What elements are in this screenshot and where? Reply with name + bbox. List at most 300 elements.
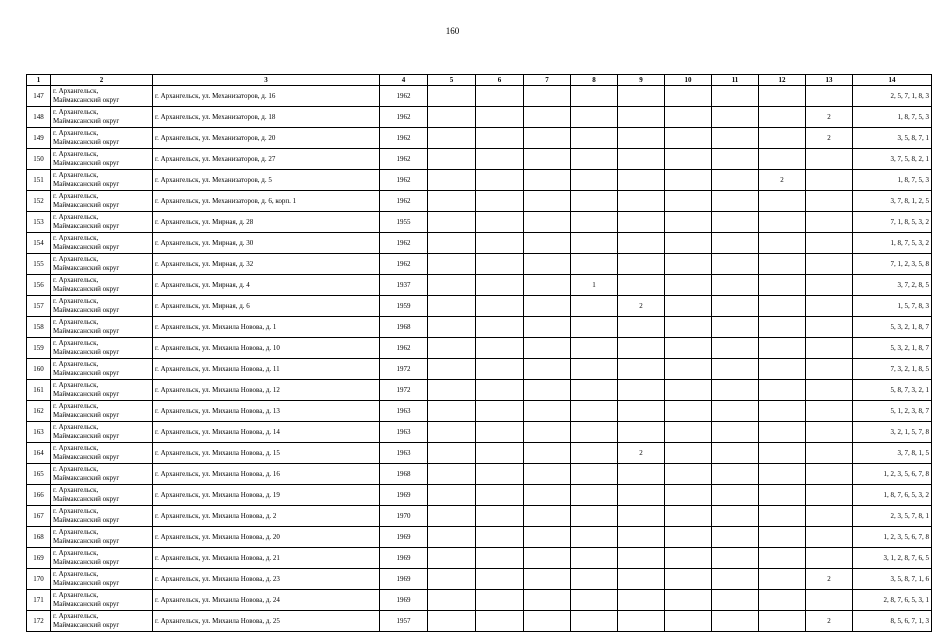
row-number-cell: 170 — [27, 569, 51, 590]
year-cell: 1963 — [380, 443, 428, 464]
row-number-cell: 156 — [27, 275, 51, 296]
address-cell: г. Архангельск, ул. Михаила Новова, д. 24 — [153, 590, 380, 611]
table-row — [27, 149, 932, 170]
column-7-cell — [524, 86, 571, 107]
column-10-cell — [665, 296, 712, 317]
column-6-cell — [476, 590, 524, 611]
column-header: 2 — [51, 75, 153, 86]
column-7-cell — [524, 191, 571, 212]
table-row — [27, 611, 932, 632]
column-14-cell: 1, 8, 7, 5, 3 — [853, 170, 932, 191]
column-13-cell — [806, 296, 853, 317]
column-6-cell — [476, 443, 524, 464]
year-cell: 1937 — [380, 275, 428, 296]
district-cell — [51, 254, 153, 275]
district-name: Маймаксанский округ — [53, 411, 120, 419]
address-cell: г. Архангельск, ул. Механизаторов, д. 5 — [153, 170, 380, 191]
column-8-cell — [571, 317, 618, 338]
column-8-cell — [571, 170, 618, 191]
column-5-cell — [428, 443, 476, 464]
column-8-cell — [571, 506, 618, 527]
column-11-cell — [712, 107, 759, 128]
address-cell: г. Архангельск, ул. Мирная, д. 4 — [153, 275, 380, 296]
column-10-cell — [665, 149, 712, 170]
column-7-cell — [524, 338, 571, 359]
column-6-cell — [476, 506, 524, 527]
column-10-cell — [665, 107, 712, 128]
column-13-cell — [806, 86, 853, 107]
column-14-cell: 5, 3, 2, 1, 8, 7 — [853, 338, 932, 359]
year-cell: 1957 — [380, 611, 428, 632]
address-cell: г. Архангельск, ул. Михаила Новова, д. 19 — [153, 485, 380, 506]
year-cell: 1972 — [380, 359, 428, 380]
column-8-cell — [571, 443, 618, 464]
column-7-cell — [524, 527, 571, 548]
column-12-cell — [759, 590, 806, 611]
column-9-cell — [618, 107, 665, 128]
column-8-cell — [571, 338, 618, 359]
district-name: Маймаксанский округ — [53, 138, 120, 146]
address-cell: г. Архангельск, ул. Михаила Новова, д. 14 — [153, 422, 380, 443]
column-header: 11 — [712, 75, 759, 86]
column-9-cell — [618, 212, 665, 233]
column-9-cell — [618, 359, 665, 380]
address-cell: г. Архангельск, ул. Механизаторов, д. 20 — [153, 128, 380, 149]
district-cell — [51, 338, 153, 359]
column-6-cell — [476, 170, 524, 191]
row-number-cell: 152 — [27, 191, 51, 212]
district-city: г. Архангельск, — [53, 234, 99, 243]
table-row — [27, 107, 932, 128]
district-city: г. Архангельск, — [53, 171, 99, 180]
column-12-cell — [759, 569, 806, 590]
column-13-cell — [806, 338, 853, 359]
row-number-cell: 154 — [27, 233, 51, 254]
table-row — [27, 527, 932, 548]
column-9-cell — [618, 86, 665, 107]
district-city: г. Архангельск, — [53, 339, 99, 348]
year-cell: 1962 — [380, 254, 428, 275]
address-cell: г. Архангельск, ул. Мирная, д. 32 — [153, 254, 380, 275]
column-8-cell — [571, 212, 618, 233]
column-8-cell — [571, 380, 618, 401]
column-10-cell — [665, 590, 712, 611]
year-cell: 1969 — [380, 569, 428, 590]
column-6-cell — [476, 611, 524, 632]
district-cell — [51, 485, 153, 506]
district-name: Маймаксанский округ — [53, 117, 120, 125]
table-row — [27, 296, 932, 317]
table-row — [27, 275, 932, 296]
column-8-cell — [571, 527, 618, 548]
column-11-cell — [712, 338, 759, 359]
year-cell: 1968 — [380, 317, 428, 338]
column-8-cell — [571, 611, 618, 632]
table-row — [27, 464, 932, 485]
year-cell: 1963 — [380, 422, 428, 443]
year-cell: 1970 — [380, 506, 428, 527]
column-7-cell — [524, 212, 571, 233]
column-14-cell: 1, 2, 3, 5, 6, 7, 8 — [853, 464, 932, 485]
column-8-cell — [571, 485, 618, 506]
row-number-cell: 161 — [27, 380, 51, 401]
column-7-cell — [524, 590, 571, 611]
column-5-cell — [428, 401, 476, 422]
year-cell: 1959 — [380, 296, 428, 317]
column-5-cell — [428, 149, 476, 170]
column-10-cell — [665, 275, 712, 296]
column-10-cell — [665, 170, 712, 191]
district-name: Маймаксанский округ — [53, 537, 120, 545]
table-row — [27, 569, 932, 590]
column-5-cell — [428, 527, 476, 548]
column-12-cell — [759, 86, 806, 107]
address-cell: г. Архангельск, ул. Михаила Новова, д. 12 — [153, 380, 380, 401]
column-10-cell — [665, 548, 712, 569]
district-name: Маймаксанский округ — [53, 516, 120, 524]
column-8-cell — [571, 86, 618, 107]
column-header: 8 — [571, 75, 618, 86]
district-cell — [51, 86, 153, 107]
column-11-cell — [712, 569, 759, 590]
column-6-cell — [476, 149, 524, 170]
column-14-cell: 3, 7, 5, 8, 2, 1 — [853, 149, 932, 170]
district-name: Маймаксанский округ — [53, 432, 120, 440]
table-body — [27, 75, 932, 632]
column-10-cell — [665, 128, 712, 149]
column-5-cell — [428, 422, 476, 443]
district-city: г. Архангельск, — [53, 444, 99, 453]
district-name: Маймаксанский округ — [53, 390, 120, 398]
district-city: г. Архангельск, — [53, 108, 99, 117]
district-name: Маймаксанский округ — [53, 495, 120, 503]
column-13-cell — [806, 149, 853, 170]
column-9-cell — [618, 548, 665, 569]
column-13-cell — [806, 233, 853, 254]
district-name: Маймаксанский округ — [53, 327, 120, 335]
district-city: г. Архангельск, — [53, 402, 99, 411]
column-5-cell — [428, 170, 476, 191]
column-6-cell — [476, 359, 524, 380]
column-13-cell — [806, 464, 853, 485]
row-number-cell: 164 — [27, 443, 51, 464]
column-5-cell — [428, 548, 476, 569]
column-5-cell — [428, 506, 476, 527]
district-city: г. Архангельск, — [53, 297, 99, 306]
column-12-cell — [759, 296, 806, 317]
column-10-cell — [665, 254, 712, 275]
column-6-cell — [476, 86, 524, 107]
column-10-cell — [665, 506, 712, 527]
row-number-cell: 163 — [27, 422, 51, 443]
column-13-cell: 2 — [806, 107, 853, 128]
row-number-cell: 150 — [27, 149, 51, 170]
column-14-cell: 5, 3, 2, 1, 8, 7 — [853, 317, 932, 338]
column-6-cell — [476, 569, 524, 590]
year-cell: 1972 — [380, 380, 428, 401]
row-number-cell: 169 — [27, 548, 51, 569]
column-14-cell: 1, 8, 7, 6, 5, 3, 2 — [853, 485, 932, 506]
column-9-cell: 2 — [618, 296, 665, 317]
table-row — [27, 422, 932, 443]
district-cell — [51, 296, 153, 317]
column-12-cell — [759, 506, 806, 527]
column-6-cell — [476, 275, 524, 296]
column-11-cell — [712, 191, 759, 212]
column-12-cell — [759, 443, 806, 464]
district-cell — [51, 317, 153, 338]
column-6-cell — [476, 212, 524, 233]
column-5-cell — [428, 590, 476, 611]
column-12-cell — [759, 422, 806, 443]
column-14-cell: 3, 5, 8, 7, 1 — [853, 128, 932, 149]
column-10-cell — [665, 317, 712, 338]
column-11-cell — [712, 296, 759, 317]
column-14-cell: 3, 7, 2, 8, 5 — [853, 275, 932, 296]
district-city: г. Архангельск, — [53, 192, 99, 201]
row-number-cell: 172 — [27, 611, 51, 632]
column-8-cell — [571, 359, 618, 380]
column-12-cell — [759, 527, 806, 548]
column-8-cell — [571, 422, 618, 443]
table-row — [27, 128, 932, 149]
column-6-cell — [476, 401, 524, 422]
year-cell: 1955 — [380, 212, 428, 233]
column-11-cell — [712, 275, 759, 296]
year-cell: 1969 — [380, 485, 428, 506]
column-8-cell — [571, 128, 618, 149]
column-5-cell — [428, 86, 476, 107]
row-number-cell: 167 — [27, 506, 51, 527]
district-name: Маймаксанский округ — [53, 621, 120, 629]
table-row — [27, 170, 932, 191]
column-11-cell — [712, 359, 759, 380]
column-14-cell: 1, 8, 7, 5, 3, 2 — [853, 233, 932, 254]
column-6-cell — [476, 485, 524, 506]
column-13-cell: 2 — [806, 611, 853, 632]
year-cell: 1969 — [380, 590, 428, 611]
district-name: Маймаксанский округ — [53, 369, 120, 377]
column-7-cell — [524, 380, 571, 401]
column-13-cell — [806, 359, 853, 380]
column-header: 5 — [428, 75, 476, 86]
column-9-cell — [618, 569, 665, 590]
table-row — [27, 86, 932, 107]
table-row — [27, 212, 932, 233]
district-cell — [51, 149, 153, 170]
district-cell — [51, 611, 153, 632]
column-6-cell — [476, 338, 524, 359]
column-14-cell: 3, 7, 8, 1, 5 — [853, 443, 932, 464]
column-14-cell: 2, 3, 5, 7, 8, 1 — [853, 506, 932, 527]
column-5-cell — [428, 380, 476, 401]
column-5-cell — [428, 107, 476, 128]
column-10-cell — [665, 485, 712, 506]
column-8-cell — [571, 296, 618, 317]
column-11-cell — [712, 611, 759, 632]
register-table — [26, 74, 932, 632]
address-cell: г. Архангельск, ул. Михаила Новова, д. 16 — [153, 464, 380, 485]
district-name: Маймаксанский округ — [53, 243, 120, 251]
column-5-cell — [428, 191, 476, 212]
column-6-cell — [476, 296, 524, 317]
column-header: 1 — [27, 75, 51, 86]
column-9-cell: 2 — [618, 443, 665, 464]
column-14-cell: 1, 8, 7, 5, 3 — [853, 107, 932, 128]
column-13-cell — [806, 380, 853, 401]
district-cell — [51, 590, 153, 611]
row-number-cell: 151 — [27, 170, 51, 191]
district-city: г. Архангельск, — [53, 255, 99, 264]
row-number-cell: 157 — [27, 296, 51, 317]
table-row — [27, 548, 932, 569]
column-10-cell — [665, 380, 712, 401]
column-11-cell — [712, 233, 759, 254]
column-14-cell: 3, 1, 2, 8, 7, 6, 5 — [853, 548, 932, 569]
table-row — [27, 380, 932, 401]
column-13-cell — [806, 191, 853, 212]
table-row — [27, 359, 932, 380]
column-7-cell — [524, 443, 571, 464]
column-9-cell — [618, 149, 665, 170]
column-11-cell — [712, 527, 759, 548]
district-cell — [51, 212, 153, 233]
column-11-cell — [712, 254, 759, 275]
column-11-cell — [712, 317, 759, 338]
column-6-cell — [476, 464, 524, 485]
column-8-cell — [571, 590, 618, 611]
district-cell — [51, 233, 153, 254]
column-5-cell — [428, 128, 476, 149]
column-12-cell — [759, 359, 806, 380]
column-9-cell — [618, 422, 665, 443]
column-11-cell — [712, 464, 759, 485]
year-cell: 1962 — [380, 128, 428, 149]
column-5-cell — [428, 338, 476, 359]
column-6-cell — [476, 107, 524, 128]
year-cell: 1969 — [380, 548, 428, 569]
column-12-cell — [759, 380, 806, 401]
district-city: г. Архангельск, — [53, 360, 99, 369]
column-8-cell — [571, 149, 618, 170]
column-9-cell — [618, 128, 665, 149]
column-11-cell — [712, 443, 759, 464]
address-cell: г. Архангельск, ул. Мирная, д. 28 — [153, 212, 380, 233]
column-6-cell — [476, 128, 524, 149]
column-7-cell — [524, 275, 571, 296]
column-7-cell — [524, 611, 571, 632]
header-row — [27, 75, 932, 86]
column-13-cell — [806, 275, 853, 296]
address-cell: г. Архангельск, ул. Михаила Новова, д. 25 — [153, 611, 380, 632]
column-5-cell — [428, 569, 476, 590]
column-7-cell — [524, 317, 571, 338]
column-8-cell — [571, 254, 618, 275]
column-12-cell — [759, 212, 806, 233]
column-14-cell: 3, 7, 8, 1, 2, 5 — [853, 191, 932, 212]
column-7-cell — [524, 107, 571, 128]
address-cell: г. Архангельск, ул. Мирная, д. 6 — [153, 296, 380, 317]
column-5-cell — [428, 317, 476, 338]
district-cell — [51, 275, 153, 296]
column-11-cell — [712, 149, 759, 170]
column-6-cell — [476, 233, 524, 254]
column-11-cell — [712, 212, 759, 233]
column-5-cell — [428, 359, 476, 380]
column-6-cell — [476, 380, 524, 401]
district-name: Маймаксанский округ — [53, 453, 120, 461]
table-row — [27, 485, 932, 506]
column-7-cell — [524, 569, 571, 590]
column-12-cell — [759, 317, 806, 338]
column-12-cell — [759, 401, 806, 422]
district-cell — [51, 464, 153, 485]
column-13-cell — [806, 317, 853, 338]
row-number-cell: 147 — [27, 86, 51, 107]
column-7-cell — [524, 548, 571, 569]
column-9-cell — [618, 464, 665, 485]
column-9-cell — [618, 170, 665, 191]
column-header: 6 — [476, 75, 524, 86]
district-cell — [51, 170, 153, 191]
district-city: г. Архангельск, — [53, 507, 99, 516]
column-9-cell — [618, 590, 665, 611]
column-header: 3 — [153, 75, 380, 86]
column-14-cell: 8, 5, 6, 7, 1, 3 — [853, 611, 932, 632]
table-row — [27, 338, 932, 359]
column-5-cell — [428, 254, 476, 275]
district-cell — [51, 380, 153, 401]
column-9-cell — [618, 611, 665, 632]
district-name: Маймаксанский округ — [53, 348, 120, 356]
column-header: 4 — [380, 75, 428, 86]
district-city: г. Архангельск, — [53, 570, 99, 579]
column-5-cell — [428, 233, 476, 254]
column-7-cell — [524, 401, 571, 422]
column-6-cell — [476, 422, 524, 443]
column-10-cell — [665, 443, 712, 464]
column-9-cell — [618, 275, 665, 296]
column-header: 14 — [853, 75, 932, 86]
column-13-cell — [806, 527, 853, 548]
column-5-cell — [428, 212, 476, 233]
year-cell: 1962 — [380, 338, 428, 359]
district-name: Маймаксанский округ — [53, 201, 120, 209]
year-cell: 1962 — [380, 107, 428, 128]
column-6-cell — [476, 254, 524, 275]
row-number-cell: 171 — [27, 590, 51, 611]
district-city: г. Архангельск, — [53, 213, 99, 222]
table-row — [27, 401, 932, 422]
column-10-cell — [665, 233, 712, 254]
column-header: 12 — [759, 75, 806, 86]
row-number-cell: 165 — [27, 464, 51, 485]
column-7-cell — [524, 254, 571, 275]
column-5-cell — [428, 485, 476, 506]
column-header: 10 — [665, 75, 712, 86]
district-cell — [51, 422, 153, 443]
column-7-cell — [524, 464, 571, 485]
column-10-cell — [665, 569, 712, 590]
column-11-cell — [712, 485, 759, 506]
column-12-cell — [759, 254, 806, 275]
column-7-cell — [524, 170, 571, 191]
district-name: Маймаксанский округ — [53, 222, 120, 230]
address-cell: г. Архангельск, ул. Механизаторов, д. 18 — [153, 107, 380, 128]
district-cell — [51, 527, 153, 548]
district-city: г. Архангельск, — [53, 612, 99, 621]
column-10-cell — [665, 212, 712, 233]
